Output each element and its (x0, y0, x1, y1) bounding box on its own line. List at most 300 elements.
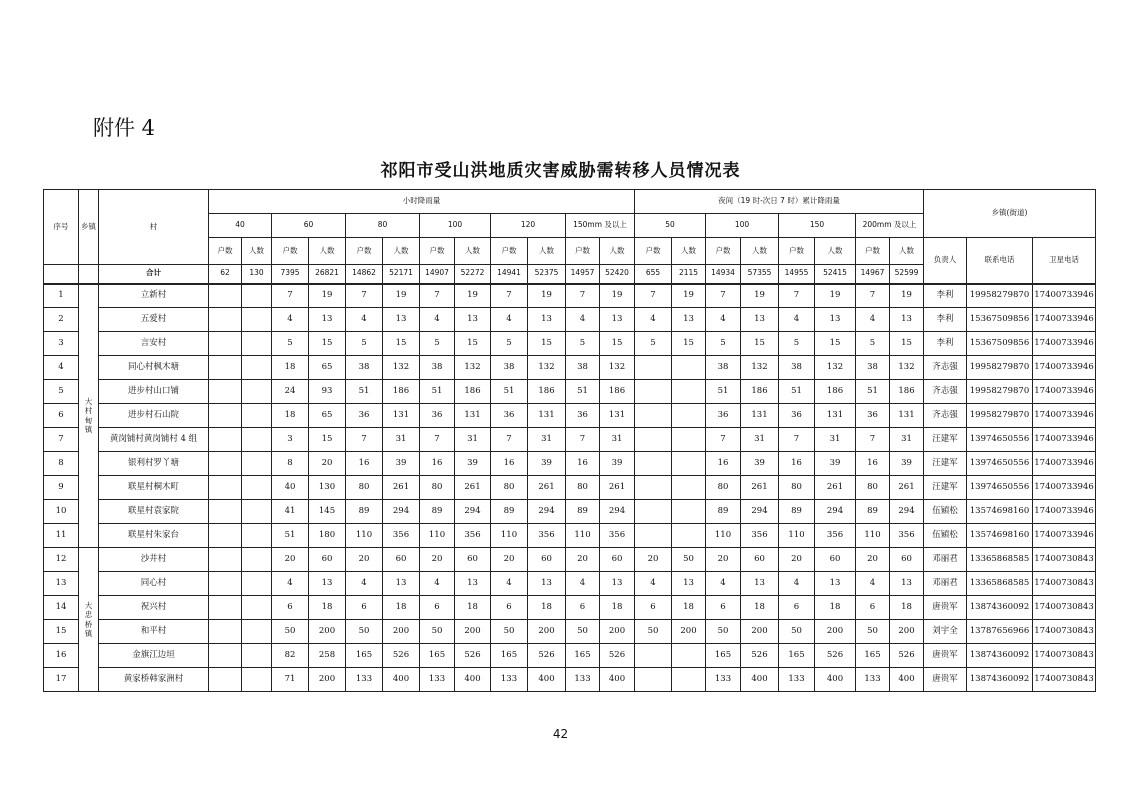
row-seq: 12 (44, 548, 79, 572)
total-value: 14941 (491, 265, 528, 284)
cell-value (672, 380, 706, 404)
contact-phone: 13574698160 (967, 500, 1033, 524)
cell-value: 200 (309, 668, 346, 692)
cell-value: 5 (272, 332, 309, 356)
cell-value: 180 (309, 524, 346, 548)
total-value: 655 (635, 265, 672, 284)
cell-value: 13 (600, 308, 635, 332)
header-households: 户数 (491, 238, 528, 265)
cell-value: 110 (779, 524, 815, 548)
person-in-charge: 汪建军 (924, 476, 967, 500)
cell-value: 20 (566, 548, 600, 572)
cell-value: 60 (383, 548, 420, 572)
total-value: 52375 (528, 265, 566, 284)
cell-value (209, 284, 242, 308)
cell-value (635, 644, 672, 668)
header-village: 村 (99, 190, 209, 265)
cell-value: 15 (741, 332, 779, 356)
cell-value (242, 644, 272, 668)
contact-phone: 15367509856 (967, 332, 1033, 356)
row-seq: 3 (44, 332, 79, 356)
contact-phone: 13365868585 (967, 548, 1033, 572)
cell-value: 6 (491, 596, 528, 620)
cell-value: 39 (455, 452, 491, 476)
cell-value: 18 (741, 596, 779, 620)
cell-value: 19 (455, 284, 491, 308)
header-persons: 人数 (242, 238, 272, 265)
cell-value: 13 (741, 308, 779, 332)
contact-phone: 13365868585 (967, 572, 1033, 596)
cell-value (209, 596, 242, 620)
cell-value: 89 (779, 500, 815, 524)
village-name: 黄岗铺村黄岗铺村 4 组 (99, 428, 209, 452)
total-blank (79, 265, 99, 284)
cell-value (209, 356, 242, 380)
cell-value (672, 500, 706, 524)
table-row (44, 572, 1096, 596)
cell-value: 294 (815, 500, 856, 524)
satellite-phone: 17400733946 (1033, 452, 1096, 476)
total-value: 7395 (272, 265, 309, 284)
cell-value: 200 (383, 620, 420, 644)
cell-value: 50 (856, 620, 890, 644)
header-hourly-rain: 小时降雨量 (209, 190, 635, 214)
cell-value: 526 (815, 644, 856, 668)
cell-value: 65 (309, 356, 346, 380)
row-seq: 6 (44, 404, 79, 428)
cell-value (209, 548, 242, 572)
cell-value: 60 (455, 548, 491, 572)
cell-value: 15 (383, 332, 420, 356)
contact-phone: 19958279870 (967, 380, 1033, 404)
satellite-phone: 17400733946 (1033, 476, 1096, 500)
village-name: 言安村 (99, 332, 209, 356)
cell-value: 13 (528, 572, 566, 596)
person-in-charge: 汪建军 (924, 452, 967, 476)
cell-value: 526 (528, 644, 566, 668)
cell-value: 356 (455, 524, 491, 548)
cell-value: 165 (706, 644, 741, 668)
cell-value: 39 (383, 452, 420, 476)
cell-value: 39 (890, 452, 924, 476)
row-seq: 11 (44, 524, 79, 548)
contact-phone: 13974650556 (967, 452, 1033, 476)
cell-value: 7 (856, 284, 890, 308)
cell-value: 526 (383, 644, 420, 668)
cell-value (242, 524, 272, 548)
cell-value: 200 (815, 620, 856, 644)
cell-value (672, 356, 706, 380)
cell-value: 13 (455, 572, 491, 596)
total-value: 52599 (890, 265, 924, 284)
cell-value: 13 (741, 572, 779, 596)
satellite-phone: 17400733946 (1033, 500, 1096, 524)
cell-value: 7 (272, 284, 309, 308)
cell-value: 131 (890, 404, 924, 428)
cell-value: 4 (346, 572, 383, 596)
cell-value: 13 (672, 308, 706, 332)
person-in-charge: 李利 (924, 284, 967, 308)
cell-value: 13 (600, 572, 635, 596)
cell-value: 65 (309, 404, 346, 428)
cell-value: 39 (741, 452, 779, 476)
cell-value: 16 (856, 452, 890, 476)
cell-value: 50 (672, 548, 706, 572)
cell-value: 82 (272, 644, 309, 668)
table-row (44, 620, 1096, 644)
cell-value: 200 (528, 620, 566, 644)
cell-value: 15 (815, 332, 856, 356)
cell-value: 89 (420, 500, 455, 524)
header-town-street: 乡镇(街道) (924, 190, 1096, 238)
cell-value: 7 (779, 284, 815, 308)
person-in-charge: 齐志强 (924, 380, 967, 404)
total-value: 52272 (455, 265, 491, 284)
header-hourly-80: 80 (346, 214, 420, 238)
cell-value: 165 (779, 644, 815, 668)
cell-value: 7 (346, 428, 383, 452)
cell-value: 13 (815, 308, 856, 332)
cell-value: 50 (706, 620, 741, 644)
cell-value: 60 (815, 548, 856, 572)
cell-value: 5 (566, 332, 600, 356)
cell-value: 18 (815, 596, 856, 620)
cell-value (672, 524, 706, 548)
contact-phone: 13974650556 (967, 476, 1033, 500)
cell-value: 133 (420, 668, 455, 692)
person-in-charge: 刘宇全 (924, 620, 967, 644)
township-name: 大忠桥镇 (79, 548, 99, 692)
cell-value: 5 (779, 332, 815, 356)
table-row (44, 452, 1096, 476)
cell-value: 41 (272, 500, 309, 524)
cell-value (635, 404, 672, 428)
cell-value: 51 (706, 380, 741, 404)
cell-value: 80 (566, 476, 600, 500)
cell-value: 145 (309, 500, 346, 524)
cell-value: 50 (420, 620, 455, 644)
cell-value: 80 (706, 476, 741, 500)
cell-value: 36 (856, 404, 890, 428)
header-township: 乡镇 (79, 190, 99, 265)
header-households: 户数 (272, 238, 309, 265)
village-name: 五爱村 (99, 308, 209, 332)
cell-value: 20 (309, 452, 346, 476)
cell-value: 261 (890, 476, 924, 500)
cell-value: 39 (815, 452, 856, 476)
person-in-charge: 齐志强 (924, 356, 967, 380)
cell-value: 4 (856, 308, 890, 332)
cell-value: 20 (706, 548, 741, 572)
cell-value: 133 (779, 668, 815, 692)
cell-value: 15 (890, 332, 924, 356)
cell-value: 110 (856, 524, 890, 548)
cell-value: 4 (566, 308, 600, 332)
cell-value: 133 (566, 668, 600, 692)
cell-value: 6 (272, 596, 309, 620)
cell-value (242, 380, 272, 404)
cell-value: 18 (600, 596, 635, 620)
cell-value: 19 (528, 284, 566, 308)
cell-value: 36 (491, 404, 528, 428)
cell-value: 89 (346, 500, 383, 524)
cell-value: 186 (890, 380, 924, 404)
table-row (44, 356, 1096, 380)
header-households: 户数 (856, 238, 890, 265)
header-hourly-100: 100 (420, 214, 491, 238)
cell-value: 133 (856, 668, 890, 692)
cell-value: 7 (779, 428, 815, 452)
cell-value: 4 (856, 572, 890, 596)
cell-value: 13 (455, 308, 491, 332)
cell-value (242, 620, 272, 644)
cell-value: 51 (272, 524, 309, 548)
table-row (44, 404, 1096, 428)
cell-value: 165 (566, 644, 600, 668)
header-persons: 人数 (383, 238, 420, 265)
cell-value: 132 (383, 356, 420, 380)
cell-value: 36 (779, 404, 815, 428)
cell-value (635, 524, 672, 548)
cell-value (242, 572, 272, 596)
satellite-phone: 17400733946 (1033, 332, 1096, 356)
cell-value: 16 (706, 452, 741, 476)
cell-value: 18 (383, 596, 420, 620)
contact-phone: 19958279870 (967, 356, 1033, 380)
cell-value: 19 (600, 284, 635, 308)
satellite-phone: 17400733946 (1033, 404, 1096, 428)
cell-value: 4 (779, 308, 815, 332)
village-name: 进步村石山院 (99, 404, 209, 428)
header-households: 户数 (635, 238, 672, 265)
cell-value: 18 (528, 596, 566, 620)
cell-value: 526 (455, 644, 491, 668)
cell-value: 13 (890, 308, 924, 332)
satellite-phone: 17400733946 (1033, 356, 1096, 380)
cell-value: 18 (309, 596, 346, 620)
document-title: 祁阳市受山洪地质灾害威胁需转移人员情况表 (380, 161, 741, 181)
cell-value: 40 (272, 476, 309, 500)
cell-value (242, 668, 272, 692)
cell-value (209, 476, 242, 500)
satellite-phone: 17400733946 (1033, 284, 1096, 308)
cell-value: 133 (706, 668, 741, 692)
cell-value: 4 (491, 308, 528, 332)
cell-value: 51 (491, 380, 528, 404)
cell-value: 13 (309, 308, 346, 332)
table-row (44, 428, 1096, 452)
cell-value (209, 428, 242, 452)
cell-value: 131 (741, 404, 779, 428)
cell-value: 200 (600, 620, 635, 644)
header-persons: 人数 (600, 238, 635, 265)
person-in-charge: 唐贵军 (924, 668, 967, 692)
cell-value: 89 (706, 500, 741, 524)
cell-value: 15 (600, 332, 635, 356)
cell-value: 4 (272, 572, 309, 596)
cell-value: 20 (779, 548, 815, 572)
total-value: 14957 (566, 265, 600, 284)
cell-value (242, 428, 272, 452)
table-row (44, 308, 1096, 332)
cell-value (209, 572, 242, 596)
attachment-label: 附件 4 (93, 116, 156, 140)
cell-value: 18 (672, 596, 706, 620)
cell-value: 60 (741, 548, 779, 572)
cell-value: 15 (455, 332, 491, 356)
cell-value: 526 (890, 644, 924, 668)
cell-value: 31 (890, 428, 924, 452)
cell-value: 16 (346, 452, 383, 476)
cell-value: 80 (420, 476, 455, 500)
cell-value: 31 (383, 428, 420, 452)
cell-value (672, 452, 706, 476)
cell-value: 133 (491, 668, 528, 692)
satellite-phone: 17400730843 (1033, 644, 1096, 668)
cell-value: 16 (779, 452, 815, 476)
contact-phone: 19958279870 (967, 404, 1033, 428)
cell-value: 7 (491, 428, 528, 452)
total-value: 52420 (600, 265, 635, 284)
contact-phone: 13874360092 (967, 668, 1033, 692)
cell-value (209, 332, 242, 356)
cell-value (242, 356, 272, 380)
row-seq: 8 (44, 452, 79, 476)
cell-value: 526 (741, 644, 779, 668)
cell-value: 18 (455, 596, 491, 620)
cell-value: 50 (346, 620, 383, 644)
cell-value: 7 (635, 284, 672, 308)
cell-value (635, 356, 672, 380)
cell-value: 4 (272, 308, 309, 332)
cell-value: 20 (635, 548, 672, 572)
cell-value: 110 (346, 524, 383, 548)
row-seq: 9 (44, 476, 79, 500)
cell-value: 200 (455, 620, 491, 644)
cell-value: 15 (309, 332, 346, 356)
cell-value: 261 (741, 476, 779, 500)
cell-value: 400 (600, 668, 635, 692)
cell-value: 19 (741, 284, 779, 308)
cell-value (242, 308, 272, 332)
cell-value: 186 (455, 380, 491, 404)
cell-value: 6 (779, 596, 815, 620)
cell-value: 110 (420, 524, 455, 548)
cell-value: 4 (706, 572, 741, 596)
cell-value: 261 (600, 476, 635, 500)
total-blank (44, 265, 79, 284)
cell-value: 132 (455, 356, 491, 380)
cell-value (672, 404, 706, 428)
cell-value: 16 (491, 452, 528, 476)
cell-value: 38 (346, 356, 383, 380)
cell-value: 400 (890, 668, 924, 692)
header-households: 户数 (209, 238, 242, 265)
township-name: 大村甸镇 (79, 284, 99, 548)
row-seq: 4 (44, 356, 79, 380)
cell-value: 400 (455, 668, 491, 692)
cell-value: 51 (856, 380, 890, 404)
cell-value: 31 (600, 428, 635, 452)
cell-value (635, 500, 672, 524)
cell-value: 261 (455, 476, 491, 500)
village-name: 银利村罗丫塘 (99, 452, 209, 476)
satellite-phone: 17400733946 (1033, 428, 1096, 452)
cell-value: 294 (383, 500, 420, 524)
cell-value: 132 (600, 356, 635, 380)
cell-value: 20 (491, 548, 528, 572)
village-name: 沙井村 (99, 548, 209, 572)
cell-value: 165 (856, 644, 890, 668)
total-value: 52415 (815, 265, 856, 284)
cell-value: 31 (455, 428, 491, 452)
cell-value: 71 (272, 668, 309, 692)
cell-value: 131 (815, 404, 856, 428)
evacuation-table (43, 189, 1096, 692)
person-in-charge: 唐贵军 (924, 596, 967, 620)
cell-value (672, 644, 706, 668)
table-row (44, 524, 1096, 548)
cell-value: 132 (815, 356, 856, 380)
cell-value: 110 (491, 524, 528, 548)
cell-value: 186 (741, 380, 779, 404)
cell-value: 60 (890, 548, 924, 572)
row-seq: 14 (44, 596, 79, 620)
cell-value: 31 (815, 428, 856, 452)
cell-value: 356 (383, 524, 420, 548)
header-person-in-charge: 负责人 (924, 238, 967, 284)
header-persons: 人数 (815, 238, 856, 265)
table-row (44, 380, 1096, 404)
cell-value: 4 (491, 572, 528, 596)
total-label: 合计 (99, 265, 209, 284)
row-seq: 10 (44, 500, 79, 524)
cell-value: 356 (600, 524, 635, 548)
cell-value: 7 (566, 428, 600, 452)
cell-value (672, 668, 706, 692)
cell-value: 356 (890, 524, 924, 548)
cell-value: 186 (600, 380, 635, 404)
village-name: 祝兴村 (99, 596, 209, 620)
satellite-phone: 17400730843 (1033, 548, 1096, 572)
cell-value: 13 (528, 308, 566, 332)
village-name: 黄家桥韩家洲村 (99, 668, 209, 692)
cell-value: 7 (706, 284, 741, 308)
cell-value: 15 (528, 332, 566, 356)
cell-value: 356 (815, 524, 856, 548)
satellite-phone: 17400733946 (1033, 524, 1096, 548)
contact-phone: 13874360092 (967, 596, 1033, 620)
table-row (44, 332, 1096, 356)
cell-value: 5 (706, 332, 741, 356)
row-seq: 7 (44, 428, 79, 452)
total-value: 57355 (741, 265, 779, 284)
cell-value: 19 (815, 284, 856, 308)
total-value: 62 (209, 265, 242, 284)
cell-value: 38 (491, 356, 528, 380)
cell-value: 3 (272, 428, 309, 452)
cell-value: 5 (856, 332, 890, 356)
contact-phone: 13574698160 (967, 524, 1033, 548)
header-hourly-150: 150mm 及以上 (566, 214, 635, 238)
row-seq: 15 (44, 620, 79, 644)
contact-phone: 15367509856 (967, 308, 1033, 332)
cell-value: 200 (741, 620, 779, 644)
cell-value: 4 (346, 308, 383, 332)
cell-value: 130 (309, 476, 346, 500)
page-number: 42 (552, 727, 569, 741)
cell-value (242, 596, 272, 620)
